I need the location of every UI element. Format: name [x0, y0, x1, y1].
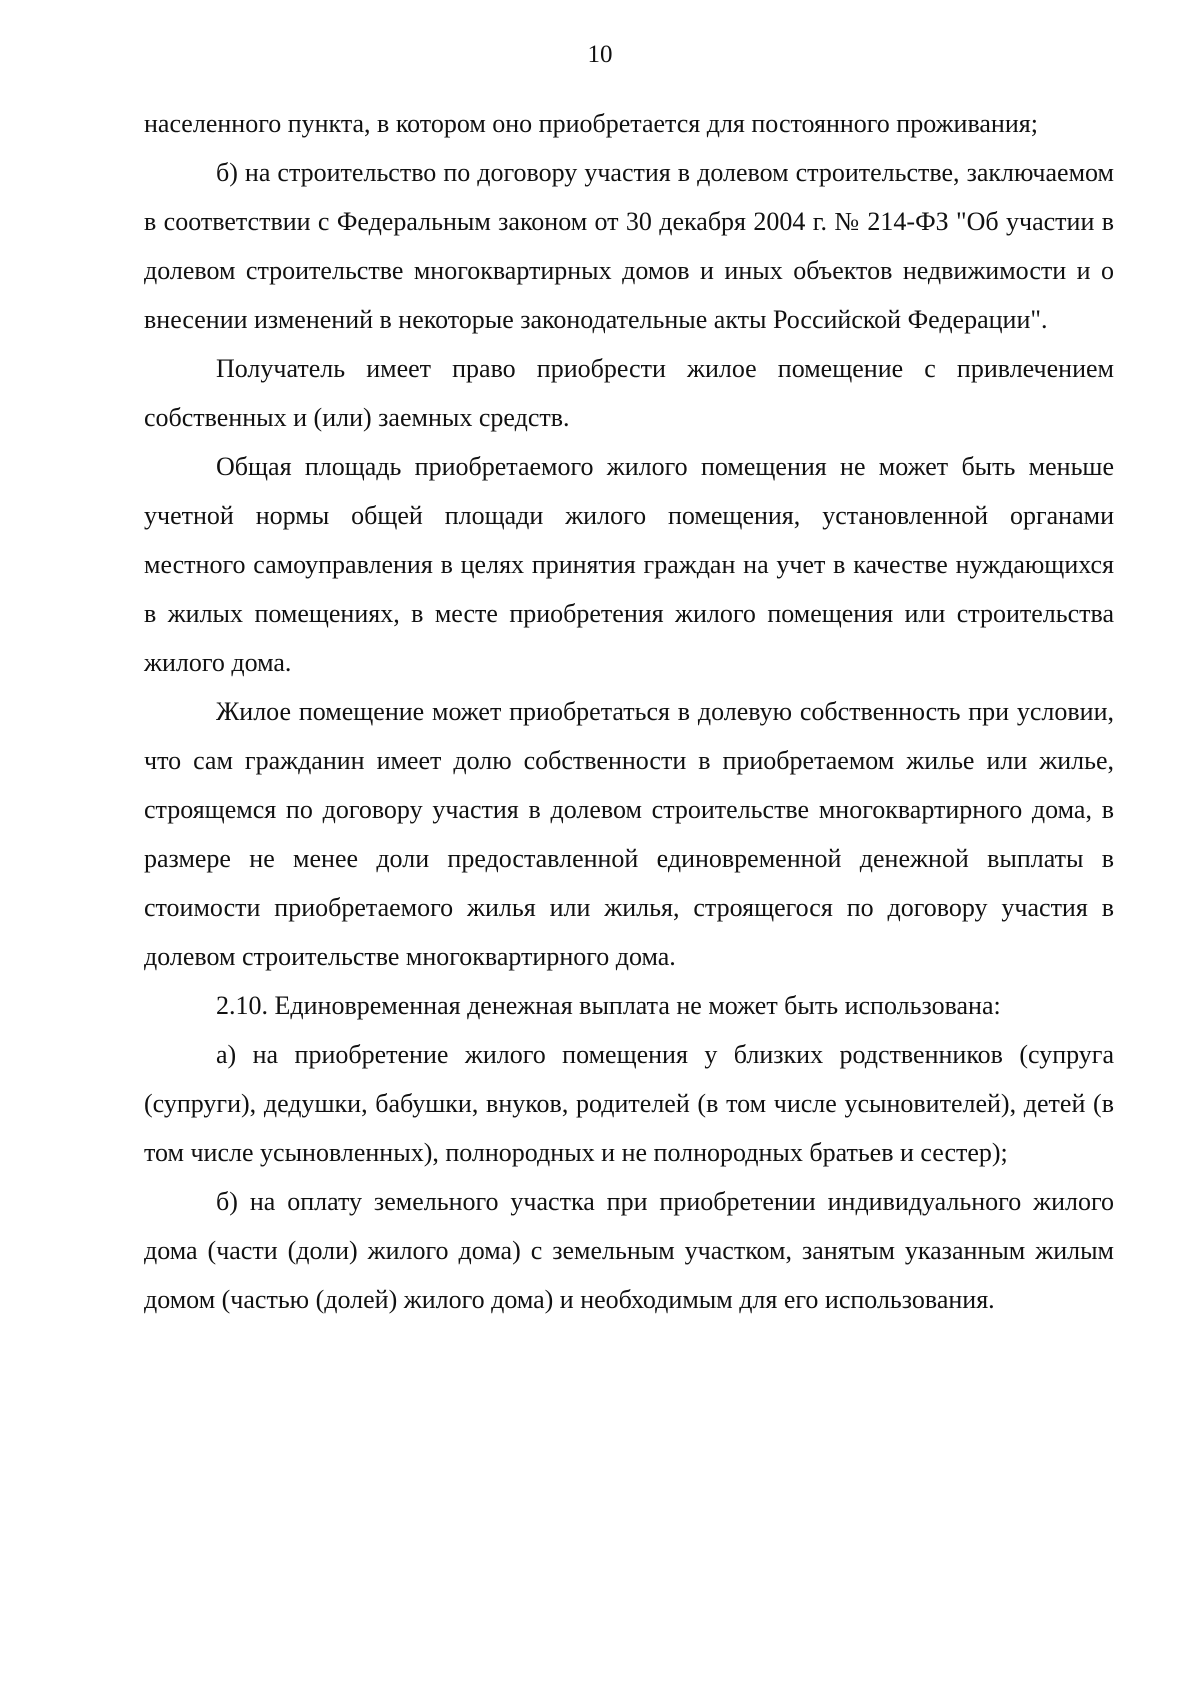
page-number: 10 — [587, 41, 613, 68]
paragraph-recipient-right: Получатель имеет право приобрести жилое помещение с привлечением собственных и (или) заемных средств. — [144, 354, 1114, 432]
paragraph-total-area: Общая площадь приобретаемого жилого помещения не может быть меньше учетной нормы общей площади жилого помещения, установленной органами местного самоуправления в целях принятия граждан на учет в качестве нуждающихся в жилых помещениях, в месте приобретения жилого помещения или строительства жилого дома. — [144, 452, 1114, 677]
paragraph-shared-ownership: Жилое помещение может приобретаться в долевую собственность при условии, что сам гражданин имеет долю собственности в приобретаемом жилье или жилье, строящемся по договору участия в долевом строительстве многоквартирного дома, в размере не менее доли предоставленной единовременной денежной выплаты в стоимости приобретаемого жилья или жилья, строящегося по договору участия в долевом строительстве многоквартирного дома. — [144, 697, 1114, 971]
paragraph-settlement-continuation: населенного пункта, в котором оно приобретается для постоянного проживания; — [144, 109, 1038, 138]
document-body — [144, 99, 1114, 1324]
paragraph-item-b-construction: б) на строительство по договору участия в долевом строительстве, заключаемом в соответствии с Федеральным законом от 30 декабря 2004 г. № 214-ФЗ "Об участии в долевом строительстве многоквартирных домов и иных объектов недвижимости и о внесении изменений в некоторые законодательные акты Российской Федерации". — [144, 158, 1114, 334]
paragraph-item-b-land-plot: б) на оплату земельного участка при приобретении индивидуального жилого дома (части (доли) жилого дома) с земельным участком, занятым указанным жилым домом (частью (долей) жилого дома) и необходимым для его использования. — [144, 1187, 1114, 1314]
paragraph-item-a-relatives: а) на приобретение жилого помещения у близких родственников (супруга (супруги), дедушки, бабушки, внуков, родителей (в том числе усыновителей), детей (в том числе усыновленных), полнородных и не полнородных братьев и сестер); — [144, 1040, 1114, 1167]
paragraph-section-2-10: 2.10. Единовременная денежная выплата не может быть использована: — [216, 991, 1001, 1020]
